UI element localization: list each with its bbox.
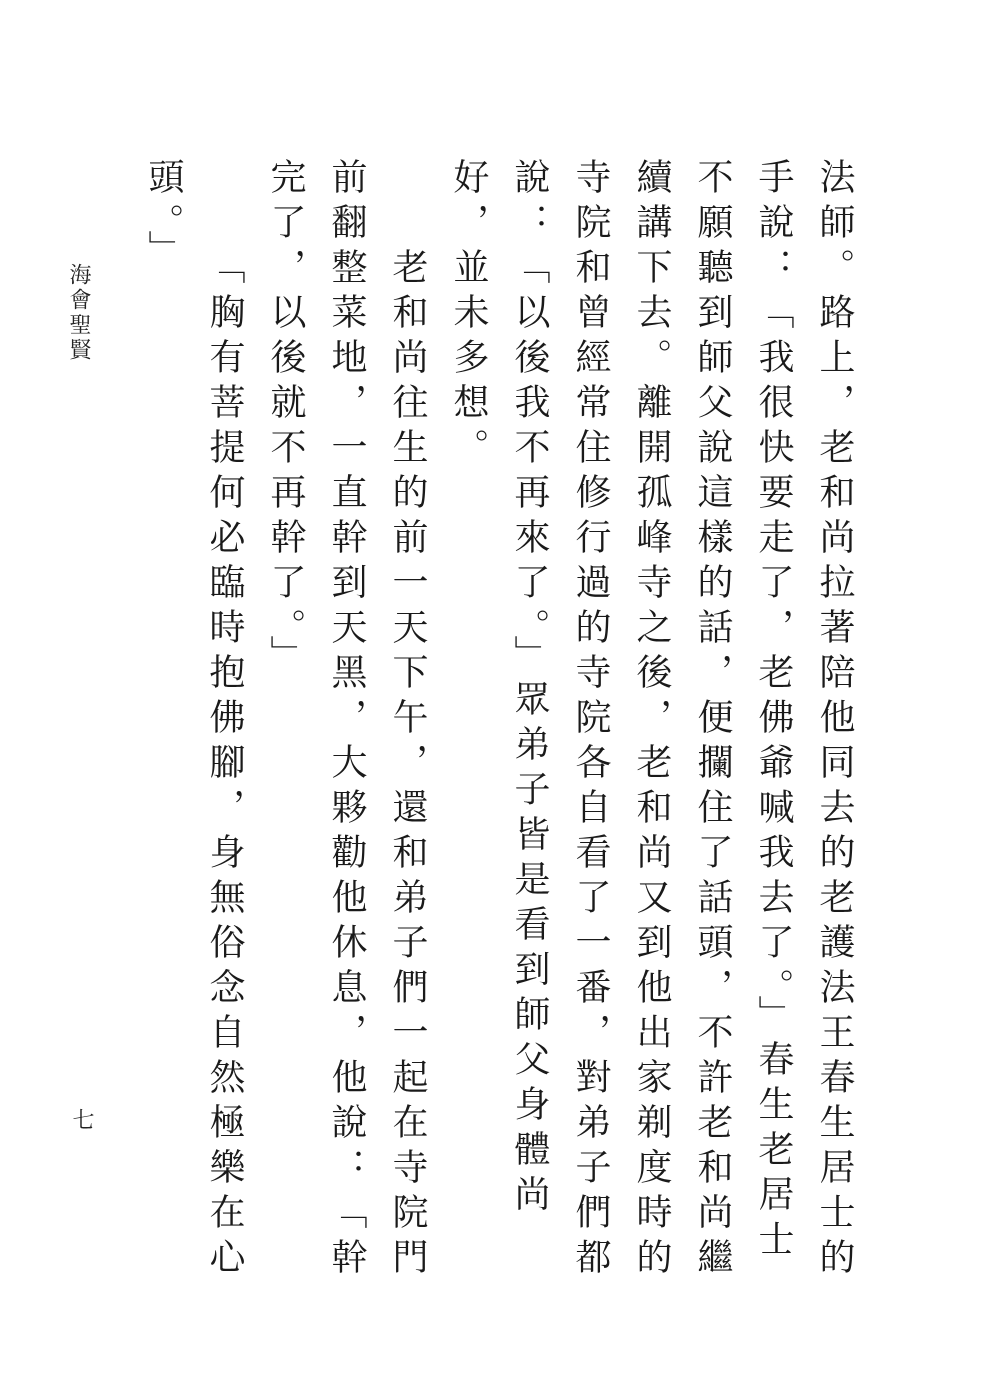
page-number: 七	[69, 1108, 94, 1130]
running-head: 海會聖賢	[66, 263, 91, 363]
paragraph-4	[125, 158, 133, 1298]
paragraph-1: 法師。路上，老和尚拉著陪他同去的老護法王春生居士的手說：「我很快要走了，老佛爺喊我去了。」春生老居士不願聽到師父說這樣的話，便攔住了話頭，不許老和尚繼續講下去。離開孤峰寺之後，老和尚又到他出家剃度時的寺院和曾經常住修行過的寺院各自看了一番，對弟子們都說：「以後我不再來了。」眾弟子皆是看到師父身體尚好，並未多想。	[448, 158, 855, 1283]
paragraph-3-quote: 「胸有菩提何必臨時抱佛腳，身無俗念自然極樂在心頭。」	[143, 158, 245, 1283]
paragraph-2: 老和尚往生的前一天下午，還和弟子們一起在寺院門前翻整菜地，一直幹到天黑，大夥勸他休息，他說：「幹完了，以後就不再幹了。」	[265, 158, 428, 1283]
main-text	[125, 158, 865, 1298]
